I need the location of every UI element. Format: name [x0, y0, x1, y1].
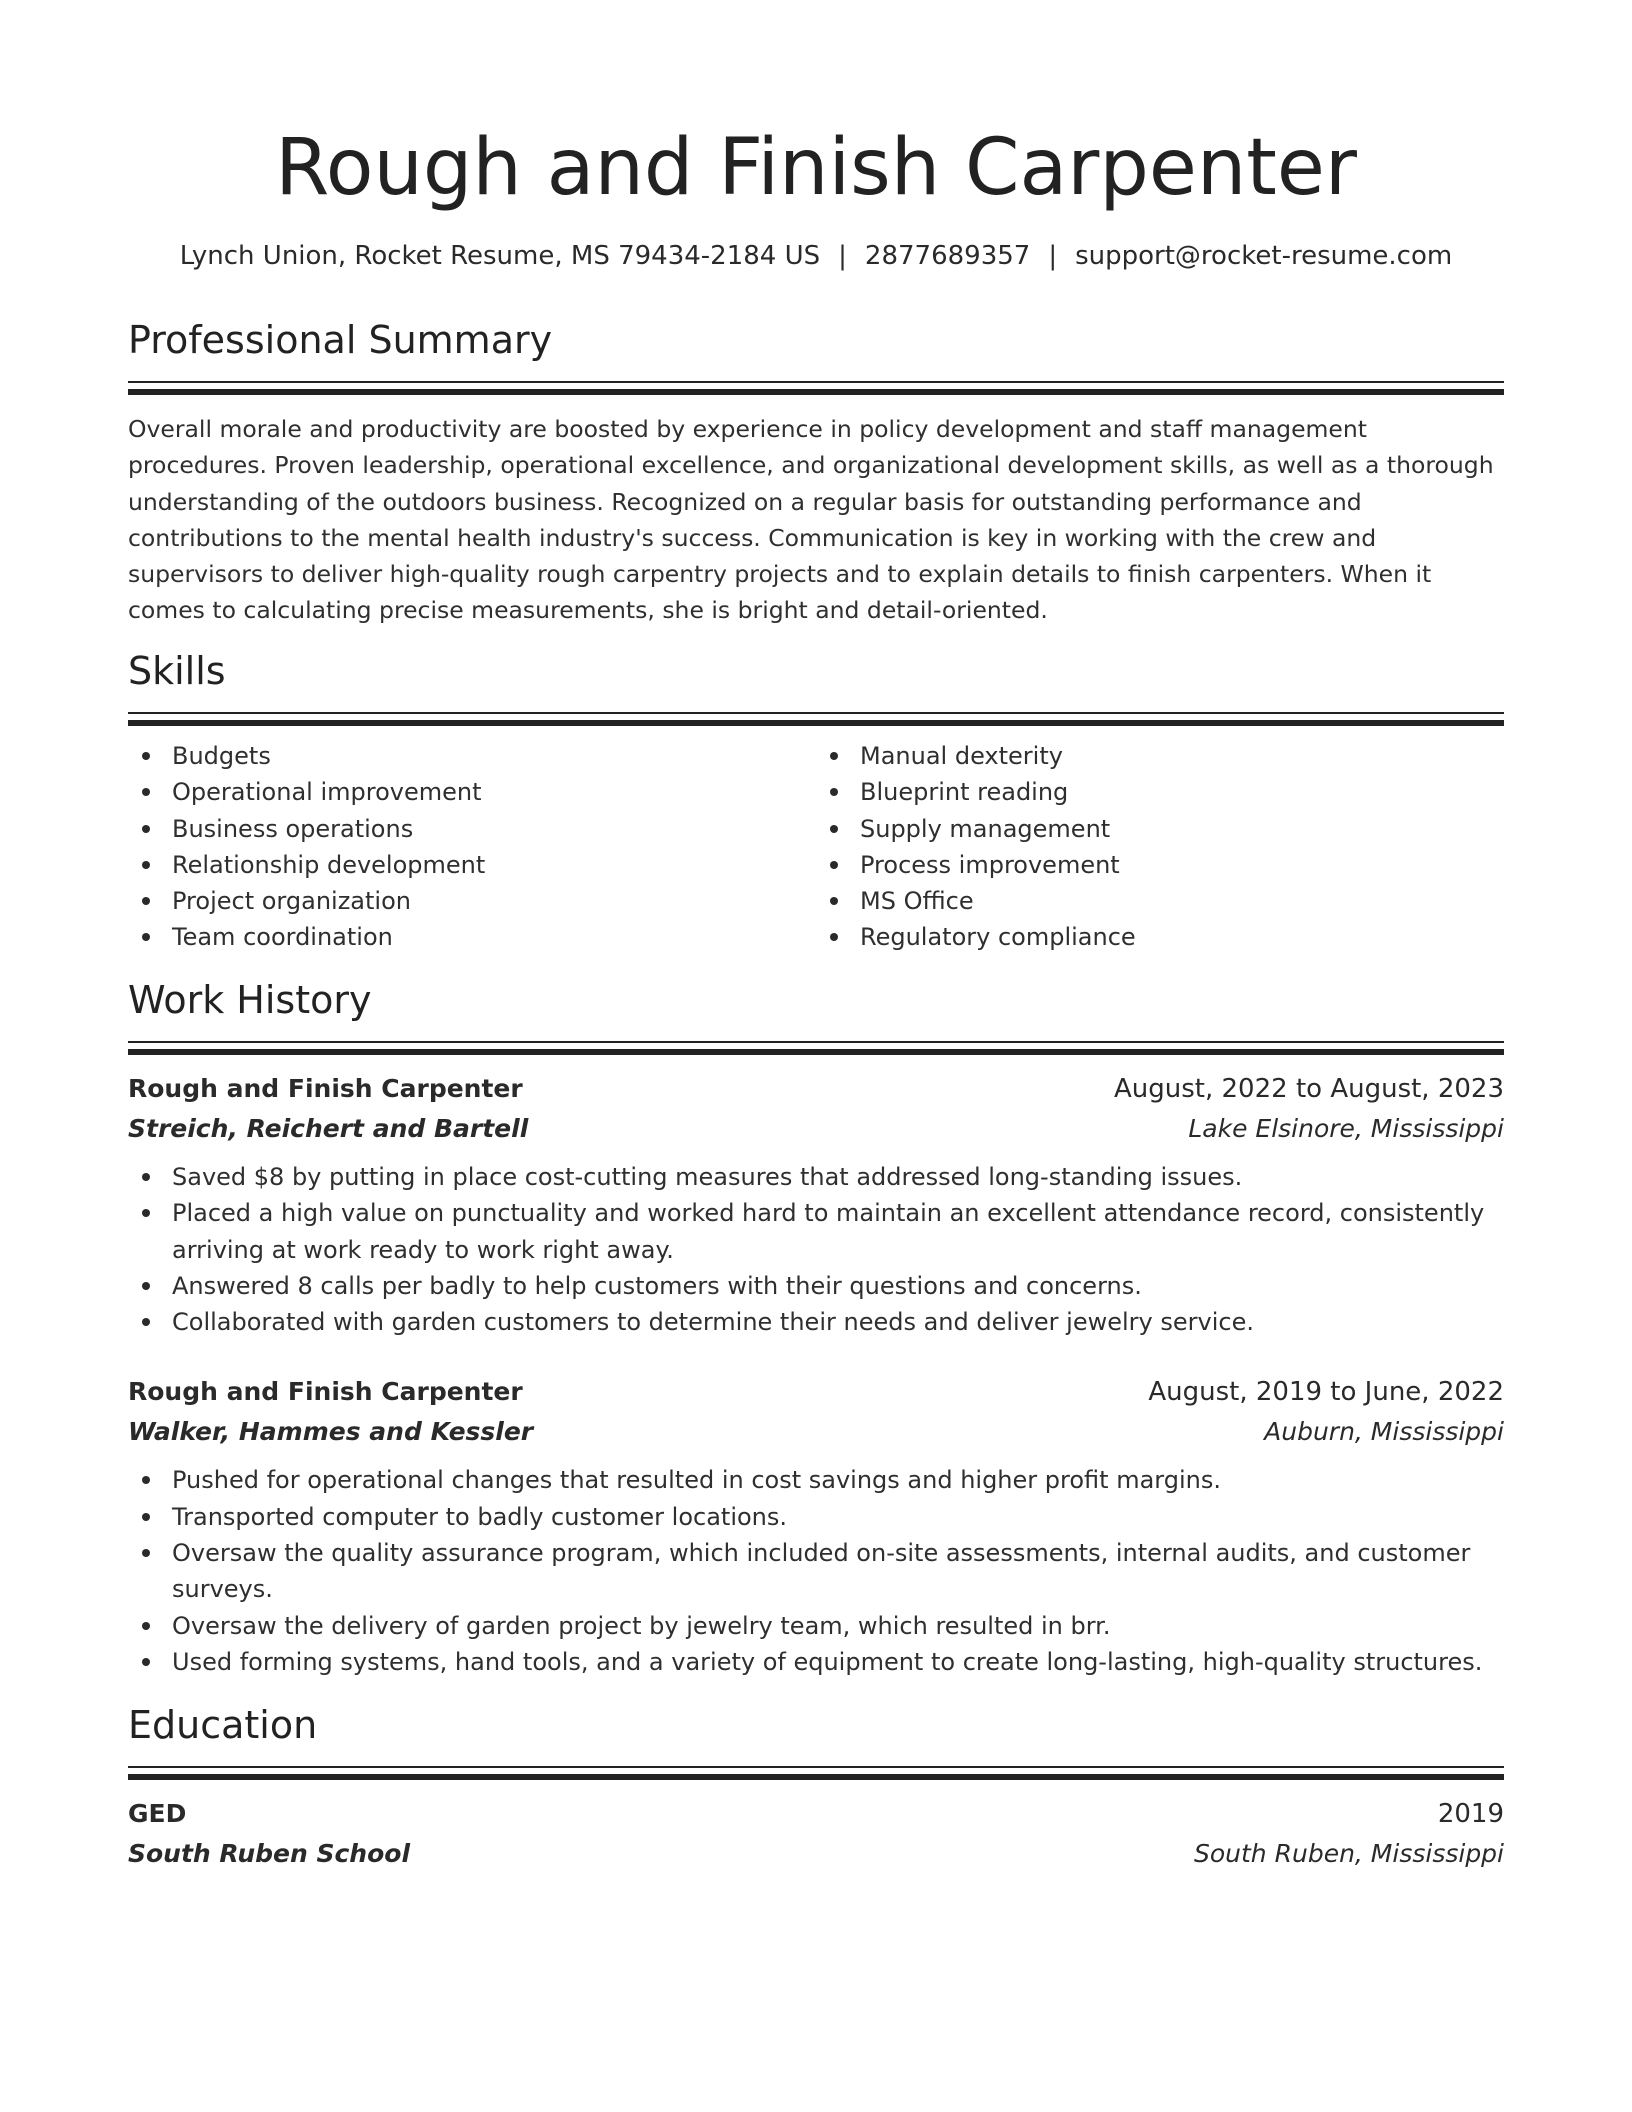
skill-item: Relationship development [172, 847, 816, 883]
job-company: Streich, Reichert and Bartell [128, 1114, 529, 1143]
section-divider-thin [128, 1041, 1504, 1043]
education-section [128, 1700, 1504, 1874]
section-divider-thin [128, 1766, 1504, 1768]
job-entry [128, 1372, 1504, 1680]
section-divider-thin [128, 712, 1504, 714]
education-degree: GED [128, 1799, 187, 1828]
skill-item: Supply management [860, 811, 1504, 847]
job-bullet: Oversaw the delivery of garden project by jewelry team, which resulted in brr. [172, 1608, 1504, 1644]
job-title: Rough and Finish Carpenter [128, 1074, 523, 1103]
education-header-row [128, 1794, 1504, 1834]
skill-item: Budgets [172, 738, 816, 774]
skills-section [128, 646, 1504, 956]
education-school-row [128, 1834, 1504, 1874]
section-divider-thick [128, 1774, 1504, 1780]
skill-item: Regulatory compliance [860, 919, 1504, 955]
work-history-section [128, 975, 1504, 1680]
skill-item: MS Office [860, 883, 1504, 919]
skill-item: Blueprint reading [860, 774, 1504, 810]
resume-name-heading: Rough and Finish Carpenter [275, 123, 1357, 213]
job-entry [128, 1069, 1504, 1340]
work-history-title: Work History [128, 978, 372, 1022]
skills-grid [128, 738, 1504, 956]
job-bullets [128, 1159, 1504, 1340]
education-school: South Ruben School [128, 1839, 411, 1868]
skills-list-right [816, 738, 1504, 956]
contact-separator: | [1048, 241, 1058, 271]
job-company: Walker, Hammes and Kessler [128, 1417, 534, 1447]
job-bullet: Collaborated with garden customers to determine their needs and deliver jewelry service. [172, 1304, 1504, 1340]
skill-item: Team coordination [172, 919, 816, 955]
contact-address: Lynch Union, Rocket Resume, MS 79434-2184 US [179, 241, 821, 271]
contact-line [128, 238, 1504, 274]
job-header-row [128, 1372, 1504, 1412]
skill-item: Operational improvement [172, 774, 816, 810]
section-divider-thick [128, 389, 1504, 395]
job-bullets [128, 1462, 1504, 1680]
education-title: Education [128, 1703, 318, 1747]
education-entry [128, 1794, 1504, 1874]
job-location: Auburn, Mississippi [1264, 1417, 1504, 1447]
skill-item: Process improvement [860, 847, 1504, 883]
summary-text: Overall morale and productivity are boosted by experience in policy development and staff management procedures. Proven leadership, operational excellence, and organizational development skills, as well as a thorough understanding of the outdoors business. Recognized on a regular basis for outstanding performance and contributions to the mental health industry's success. Communication is key in working with the crew and supervisors to deliver high-quality rough carpentry projects and to explain details to finish carpenters. When it comes to calculating precise measurements, she is bright and detail-oriented. [128, 415, 1494, 625]
section-divider-thick [128, 720, 1504, 726]
contact-separator: | [838, 241, 847, 271]
contact-phone: 2877689357 [864, 241, 1031, 271]
job-bullet: Saved $8 by putting in place cost-cutting measures that addressed long-standing issues. [172, 1159, 1504, 1195]
job-bullet: Transported computer to badly customer locations. [172, 1499, 1504, 1535]
skill-item: Business operations [172, 811, 816, 847]
summary-section [128, 315, 1504, 629]
section-divider-thick [128, 1049, 1504, 1055]
job-dates: August, 2022 to August, 2023 [1114, 1074, 1504, 1104]
job-bullet: Oversaw the quality assurance program, which included on-site assessments, internal audits, and customer surveys. [172, 1535, 1504, 1608]
education-year: 2019 [1437, 1799, 1504, 1829]
contact-email: support@rocket-resume.com [1075, 241, 1453, 271]
section-divider-thin [128, 381, 1504, 383]
skill-item: Project organization [172, 883, 816, 919]
skills-list-left [128, 738, 816, 956]
job-title: Rough and Finish Carpenter [128, 1377, 523, 1407]
job-bullet: Used forming systems, hand tools, and a variety of equipment to create long-lasting, high-quality structures. [172, 1644, 1504, 1680]
job-dates: August, 2019 to June, 2022 [1148, 1377, 1504, 1408]
job-company-row [128, 1109, 1504, 1149]
job-header-row [128, 1069, 1504, 1109]
job-bullet: Answered 8 calls per badly to help customers with their questions and concerns. [172, 1268, 1504, 1304]
skill-item: Manual dexterity [860, 738, 1504, 774]
job-company-row [128, 1412, 1504, 1452]
summary-title: Professional Summary [128, 318, 553, 362]
education-location: South Ruben, Mississippi [1194, 1839, 1504, 1868]
job-bullet: Pushed for operational changes that resulted in cost savings and higher profit margins. [172, 1462, 1504, 1498]
job-bullet: Placed a high value on punctuality and worked hard to maintain an excellent attendance record, consistently arriving at work ready to work right away. [172, 1195, 1504, 1268]
job-location: Lake Elsinore, Mississippi [1188, 1114, 1504, 1143]
skills-title: Skills [128, 649, 226, 693]
